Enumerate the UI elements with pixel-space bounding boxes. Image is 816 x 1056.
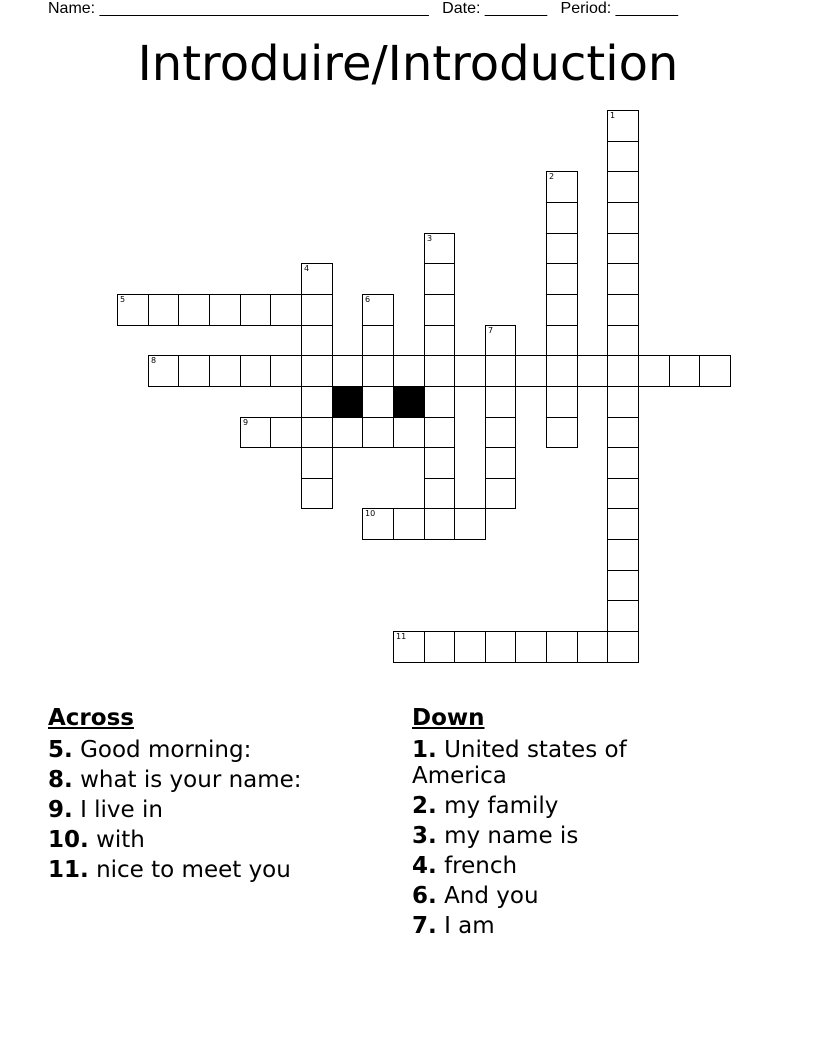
crossword-cell[interactable] (485, 478, 516, 509)
crossword-cell[interactable] (393, 355, 425, 387)
crossword-cell[interactable] (362, 417, 394, 448)
crossword-cell[interactable] (607, 386, 639, 418)
clue-number: 11 (396, 632, 407, 641)
name-blank[interactable]: _____________________________________ (99, 0, 429, 17)
crossword-cell[interactable] (607, 478, 639, 509)
crossword-cell[interactable] (148, 355, 179, 387)
crossword-cell[interactable] (209, 294, 241, 326)
crossword-cell[interactable] (669, 355, 700, 387)
shaded-cell (393, 386, 425, 418)
down-clue: 3. my name is (412, 823, 579, 849)
period-label: Period: (560, 0, 612, 17)
across-clue: 10. with (48, 827, 145, 853)
across-clue-list (48, 737, 368, 883)
crossword-cell[interactable] (607, 294, 639, 326)
crossword-cell[interactable] (515, 631, 547, 663)
crossword-cell[interactable] (699, 355, 731, 387)
crossword-cell[interactable] (546, 233, 578, 264)
crossword-cell[interactable] (515, 355, 547, 387)
across-clue: 11. nice to meet you (48, 857, 291, 883)
crossword-cell[interactable] (424, 355, 455, 387)
down-clue: 7. I am (412, 913, 495, 939)
crossword-cell[interactable] (301, 386, 333, 418)
crossword-cell[interactable] (301, 417, 333, 448)
crossword-cell[interactable] (301, 355, 333, 387)
down-clue: 1. United states of America (412, 737, 627, 789)
across-clue: 9. I live in (48, 797, 163, 823)
crossword-cell[interactable] (301, 263, 333, 295)
crossword-cell[interactable] (393, 417, 425, 448)
crossword-cell[interactable] (546, 355, 578, 387)
crossword-cell[interactable] (362, 386, 394, 418)
crossword-cell[interactable] (607, 417, 639, 448)
crossword-cell[interactable] (485, 355, 516, 387)
crossword-cell[interactable] (546, 325, 578, 356)
crossword-cell[interactable] (270, 355, 302, 387)
crossword-cell[interactable] (424, 478, 455, 509)
crossword-cell[interactable] (485, 386, 516, 418)
crossword-cell[interactable] (148, 294, 179, 326)
crossword-cell[interactable] (607, 539, 639, 571)
crossword-cell[interactable] (209, 355, 241, 387)
crossword-cell[interactable] (607, 141, 639, 172)
down-clues (412, 703, 672, 939)
crossword-cell[interactable] (424, 386, 455, 418)
page-title: Introduire/Introduction (137, 36, 679, 92)
crossword-cell[interactable] (178, 294, 210, 326)
crossword-cell[interactable] (301, 294, 333, 326)
crossword-cell[interactable] (546, 202, 578, 234)
crossword-cell[interactable] (178, 355, 210, 387)
crossword-cell[interactable] (546, 171, 578, 203)
across-clue: 8. what is your name: (48, 767, 302, 793)
crossword-cell[interactable] (301, 478, 333, 509)
crossword-cell[interactable] (301, 447, 333, 479)
clue-number: 9 (243, 418, 249, 427)
crossword-cell[interactable] (424, 417, 455, 448)
crossword-cell[interactable] (240, 355, 271, 387)
crossword-cell[interactable] (546, 263, 578, 295)
crossword-cell[interactable] (301, 325, 333, 356)
crossword-cell[interactable] (454, 508, 486, 540)
crossword-cell[interactable] (424, 294, 455, 326)
crossword-cell[interactable] (485, 417, 516, 448)
crossword-cell[interactable] (607, 600, 639, 632)
crossword-cell[interactable] (332, 417, 363, 448)
clue-number: 2 (549, 172, 555, 181)
clue-number: 5 (120, 295, 126, 304)
date-label: Date: (442, 0, 481, 17)
crossword-cell[interactable] (393, 631, 425, 663)
down-heading: Down (412, 705, 485, 731)
down-clue-list (412, 737, 672, 939)
crossword-cell[interactable] (362, 508, 394, 540)
down-clue: 2. my family (412, 793, 559, 819)
down-clue: 6. And you (412, 883, 539, 909)
crossword-cell[interactable] (607, 631, 639, 663)
crossword-cell[interactable] (454, 355, 486, 387)
crossword-cell[interactable] (270, 294, 302, 326)
crossword-cell[interactable] (546, 294, 578, 326)
down-clue: 4. french (412, 853, 518, 879)
crossword-cell[interactable] (240, 417, 271, 448)
clue-number: 3 (427, 234, 433, 243)
crossword-cell[interactable] (607, 325, 639, 356)
date-blank[interactable]: _______ (484, 0, 548, 17)
name-label: Name: (48, 0, 96, 17)
crossword-cell[interactable] (332, 355, 363, 387)
clue-number: 4 (304, 264, 310, 273)
crossword-cell[interactable] (607, 263, 639, 295)
crossword-cell[interactable] (362, 325, 394, 356)
clue-number: 7 (488, 326, 494, 335)
crossword-cell[interactable] (393, 508, 425, 540)
crossword-cell[interactable] (546, 386, 578, 418)
crossword-cell[interactable] (638, 355, 670, 387)
crossword-cell[interactable] (546, 417, 578, 448)
crossword-cell[interactable] (424, 447, 455, 479)
clue-number: 1 (610, 111, 616, 120)
clue-number: 10 (365, 509, 376, 518)
crossword-cell[interactable] (485, 631, 516, 663)
crossword-cell[interactable] (424, 263, 455, 295)
crossword-cell[interactable] (454, 631, 486, 663)
crossword-cell[interactable] (485, 447, 516, 479)
crossword-cell[interactable] (485, 325, 516, 356)
crossword-cell[interactable] (577, 355, 608, 387)
crossword-cell[interactable] (607, 171, 639, 203)
crossword-cell[interactable] (362, 294, 394, 326)
crossword-cell[interactable] (607, 355, 639, 387)
crossword-cell[interactable] (607, 110, 639, 142)
period-blank[interactable]: _______ (615, 0, 678, 17)
crossword-cell[interactable] (362, 355, 394, 387)
crossword-cell[interactable] (607, 570, 639, 601)
crossword-cell[interactable] (424, 233, 455, 264)
crossword-cell[interactable] (270, 417, 302, 448)
crossword-cell[interactable] (240, 294, 271, 326)
across-clue: 5. Good morning: (48, 737, 252, 763)
crossword-cell[interactable] (607, 202, 639, 234)
crossword-cell[interactable] (424, 631, 455, 663)
across-heading: Across (48, 705, 134, 731)
crossword-cell[interactable] (577, 631, 608, 663)
crossword-cell[interactable] (607, 447, 639, 479)
shaded-cell (332, 386, 363, 418)
crossword-cell[interactable] (607, 233, 639, 264)
crossword-cell[interactable] (424, 325, 455, 356)
crossword-cell[interactable] (607, 508, 639, 540)
crossword-cell[interactable] (546, 631, 578, 663)
clue-number: 6 (365, 295, 371, 304)
clue-number: 8 (151, 356, 157, 365)
crossword-cell[interactable] (424, 508, 455, 540)
across-clues (48, 703, 368, 883)
crossword-cell[interactable] (117, 294, 149, 326)
